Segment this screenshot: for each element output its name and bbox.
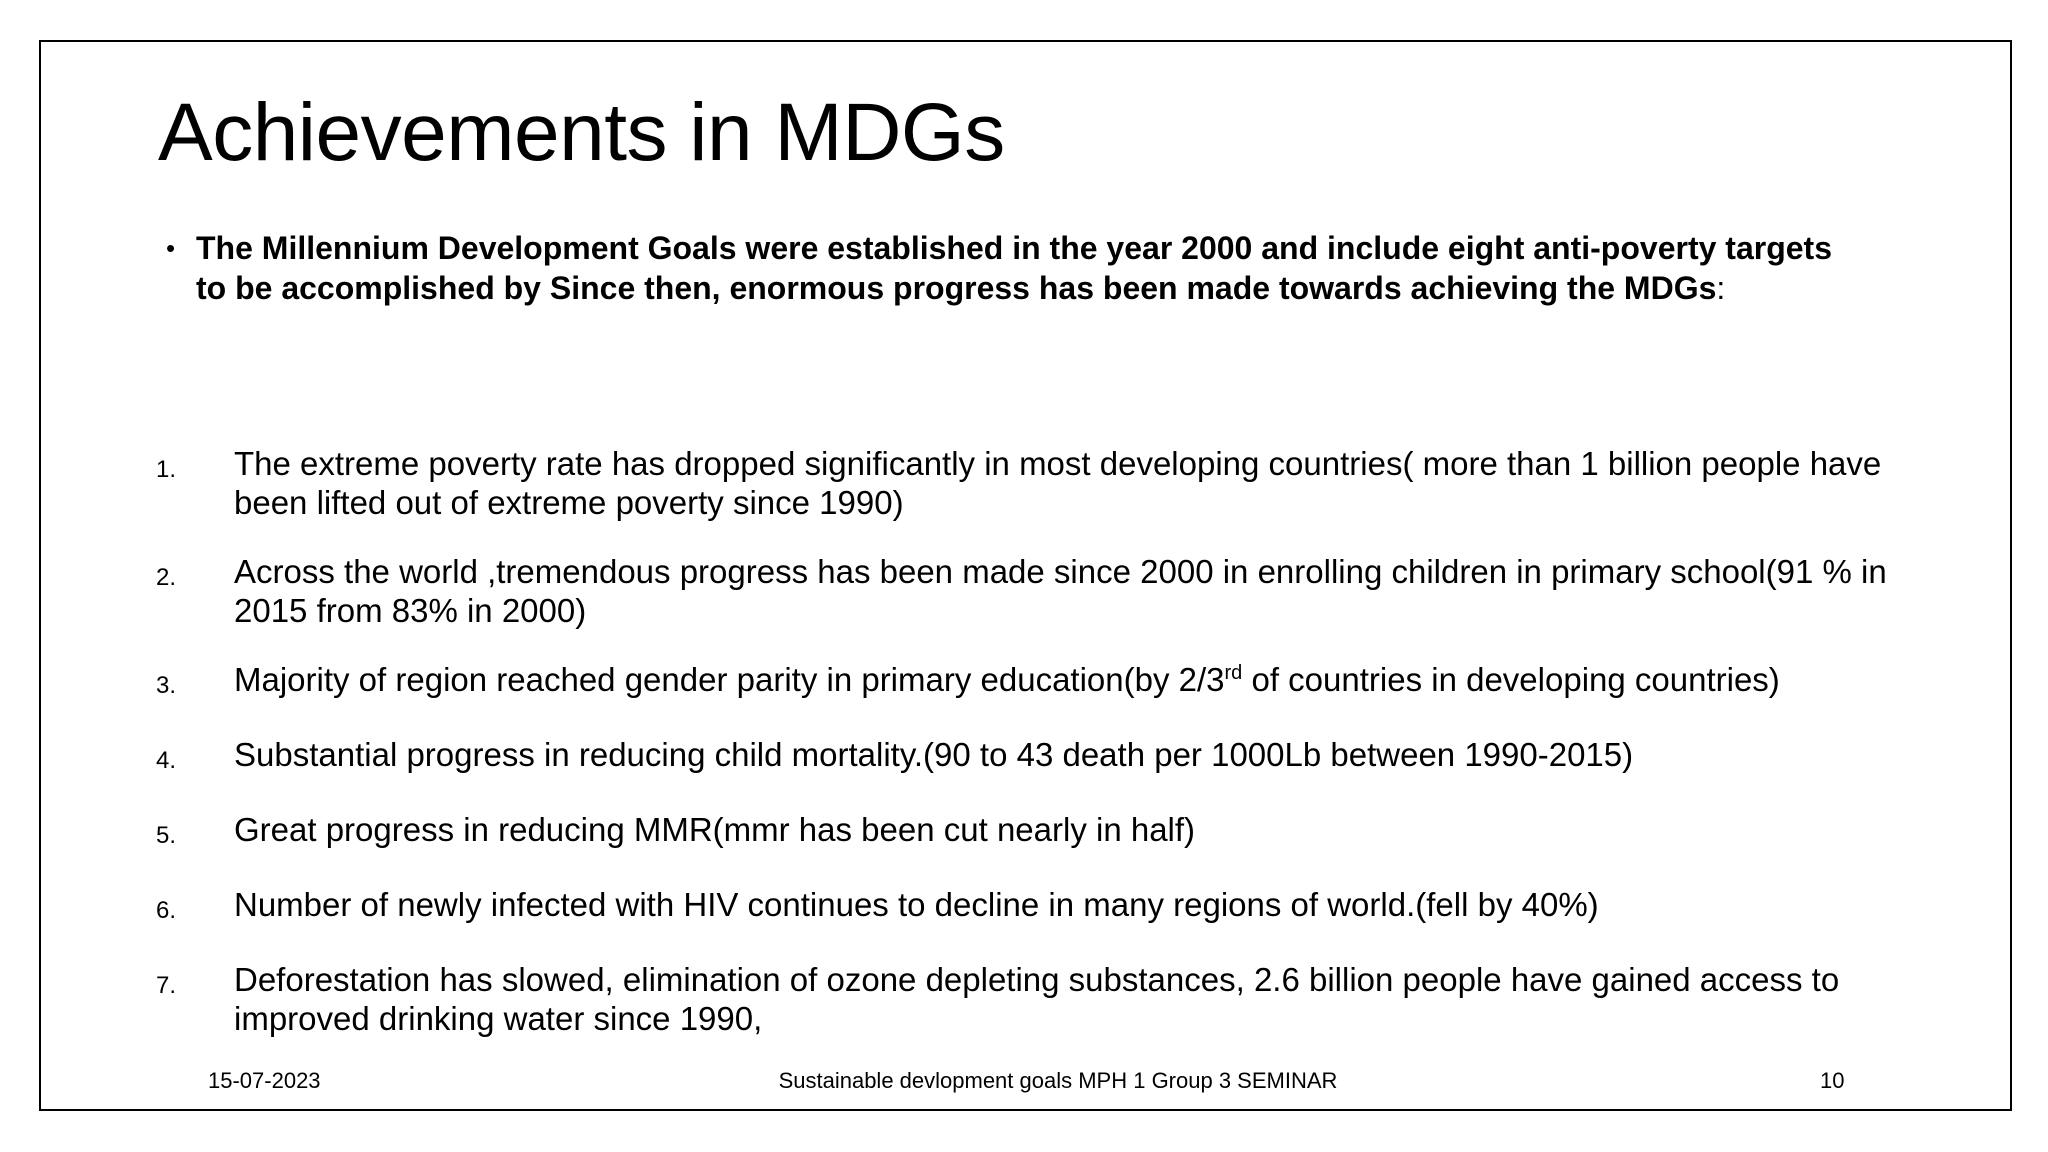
intro-text-body: The Millennium Development Goals were established in the year 2000 and include eight anti-poverty targets to be accomplished by Since then, enormous progress has been made towards achieving the MDGs xyxy=(196,230,1832,306)
slide-title: Achievements in MDGs xyxy=(158,87,1005,178)
list-text-part: of countries in developing countries) xyxy=(1242,661,1780,698)
footer-date: 15-07-2023 xyxy=(208,1068,321,1093)
list-text xyxy=(234,660,1894,699)
list-item xyxy=(156,960,1896,1038)
list-text: The extreme poverty rate has dropped significantly in most developing countries( more than 1 billion people have been lifted out of extreme poverty since 1990) xyxy=(234,445,1882,521)
list-text: Number of newly infected with HIV continues to decline in many regions of world.(fell by 40%) xyxy=(234,886,1599,923)
list-text: Substantial progress in reducing child mortality.(90 to 43 death per 1000Lb between 1990-2015) xyxy=(234,736,1634,773)
list-number: 4. xyxy=(156,747,177,774)
list-text: Across the world ,tremendous progress has been made since 2000 in enrolling children in primary school(91 % in 2015 from 83% in 2000) xyxy=(234,553,1887,629)
list-number: 2. xyxy=(156,564,177,591)
list-text: Deforestation has slowed, elimination of ozone depleting substances, 2.6 billion people have gained access to improved drinking water since 1990, xyxy=(234,961,1840,1037)
achievements-list xyxy=(156,444,1896,1038)
page-number: 10 xyxy=(1820,1068,1845,1093)
list-item xyxy=(156,885,1896,930)
list-number: 3. xyxy=(156,672,177,699)
list-text: Great progress in reducing MMR(mmr has been cut nearly in half) xyxy=(234,811,1196,848)
intro-bullet xyxy=(166,228,1866,308)
ordinal-superscript: rd xyxy=(1224,662,1243,684)
list-item xyxy=(156,735,1896,780)
intro-text xyxy=(196,228,1856,308)
list-item xyxy=(156,810,1896,855)
list-number: 7. xyxy=(156,972,177,999)
list-text-part: Majority of region reached gender parity in primary education(by 2/3 xyxy=(234,661,1225,698)
list-item xyxy=(156,552,1896,630)
list-number: 5. xyxy=(156,822,177,849)
list-number: 6. xyxy=(156,897,177,924)
intro-colon: : xyxy=(1716,270,1726,306)
bullet-icon: • xyxy=(166,233,176,263)
list-number: 1. xyxy=(156,456,177,483)
list-item xyxy=(156,660,1896,705)
list-item xyxy=(156,444,1896,522)
footer-title: Sustainable devlopment goals MPH 1 Group 3 SEMINAR xyxy=(778,1068,1338,1093)
